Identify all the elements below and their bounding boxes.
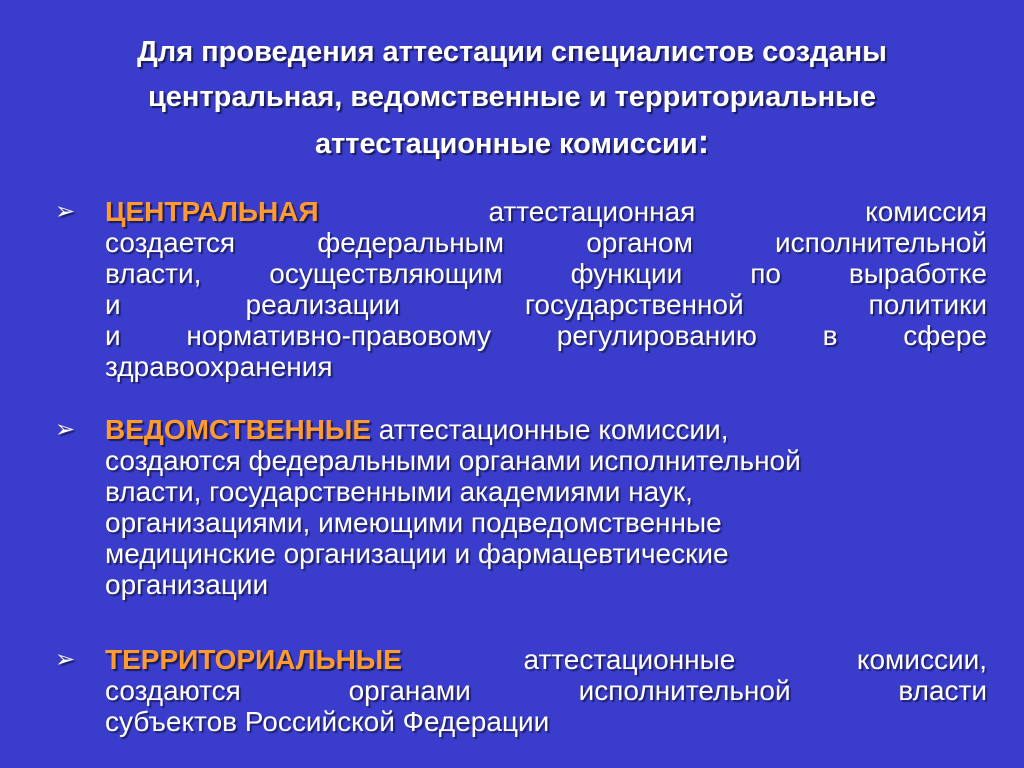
title-line-3-wrap (40, 120, 984, 167)
item-line: власти, государственными академиями наук, (105, 476, 693, 507)
keyword-central: ЦЕНТРАЛЬНАЯ (105, 196, 319, 227)
title-line-1: Для проведения аттестации специалистов созданы (137, 36, 887, 68)
item-line: и реализации государственной политики (105, 289, 987, 320)
item-line: создаются федеральными органами исполнительной (105, 445, 801, 476)
bullet-arrow-icon: ➢ (55, 646, 76, 673)
title-colon: : (697, 123, 710, 161)
bullet-arrow-icon: ➢ (55, 416, 76, 443)
bullet-arrow-icon: ➢ (55, 198, 76, 225)
item-text: аттестационные комиссии, (523, 644, 988, 675)
item-line: здравоохранения (105, 351, 333, 382)
item-text: аттестационные комиссии, (378, 414, 729, 445)
keyword-departmental: ВЕДОМСТВЕННЫЕ (105, 414, 371, 445)
title-line-3: аттестационные комиссии (314, 128, 698, 160)
item-line (105, 414, 987, 445)
item-line: организации (105, 569, 269, 600)
list-item-territorial (105, 644, 987, 737)
list-item-departmental (105, 414, 987, 600)
item-line: и нормативно-правовому регулированию в сфере (105, 320, 987, 351)
item-line: создаются органами исполнительной власти (105, 675, 987, 706)
item-line: субъектов Российской Федерации (105, 706, 550, 737)
item-line (105, 644, 987, 675)
title-line-2: центральная, ведомственные и территориальные (147, 81, 877, 113)
list-item-central (105, 196, 987, 382)
item-text: аттестационная комиссия (488, 196, 988, 227)
item-line: создается федеральным органом исполнительной (105, 227, 987, 258)
item-line: организациями, имеющими подведомственные (105, 507, 722, 538)
item-line: медицинские организации и фармацевтические (105, 538, 729, 569)
item-line (105, 196, 987, 227)
keyword-territorial: ТЕРРИТОРИАЛЬНЫЕ (105, 644, 402, 675)
item-line: власти, осуществляющим функции по выработке (105, 258, 987, 289)
slide-title (40, 30, 984, 167)
